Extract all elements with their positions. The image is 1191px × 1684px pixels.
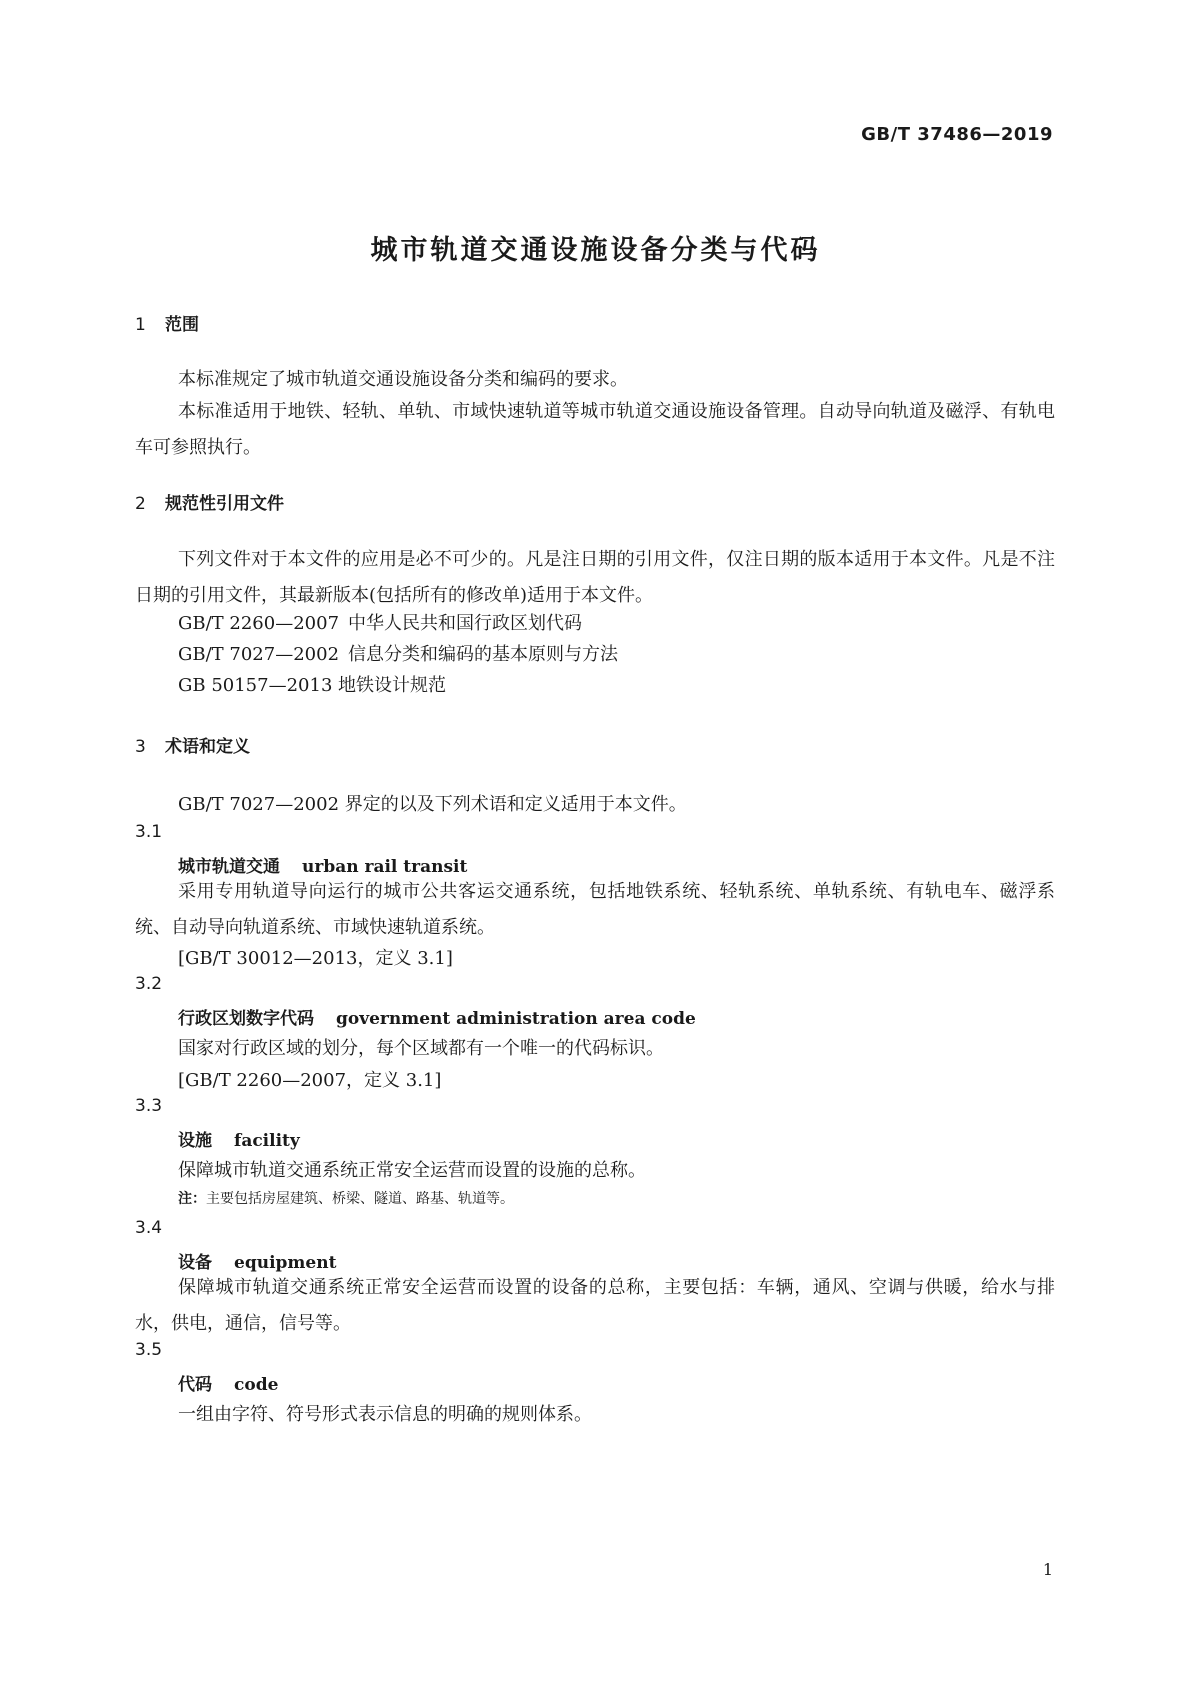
document-title: 城市轨道交通设施设备分类与代码	[370, 235, 821, 266]
section-title: 范围	[165, 315, 199, 335]
section-heading-scope	[135, 310, 199, 335]
term-zh: 设备	[178, 1253, 212, 1273]
reference-item	[178, 609, 582, 635]
term-zh: 设施	[178, 1131, 212, 1151]
note-label: 注：	[178, 1191, 206, 1207]
reference-title: 信息分类和编码的基本原则与方法	[348, 644, 618, 665]
reference-code: GB/T 7027—2002	[178, 644, 340, 665]
term-note	[178, 1188, 514, 1208]
reference-code: GB/T 2260—2007	[178, 613, 340, 634]
term-heading	[178, 1126, 300, 1151]
term-number: 3.2	[135, 974, 163, 994]
term-definition: 采用专用轨道导向运行的城市公共客运交通系统，包括地铁系统、轻轨系统、单轨系统、有轨电车、磁浮系统、自动导向轨道系统、市域快速轨道系统。	[135, 881, 1055, 938]
term-en: facility	[234, 1131, 300, 1151]
term-number: 3.4	[135, 1218, 163, 1238]
section-title: 规范性引用文件	[165, 494, 284, 514]
reference-code: GB 50157—2013	[178, 675, 333, 696]
section-number: 2	[135, 494, 146, 514]
term-source: [GB/T 2260—2007，定义 3.1]	[178, 1070, 442, 1091]
term-definition: 保障城市轨道交通系统正常安全运营而设置的设施的总称。	[178, 1160, 646, 1181]
paragraph: 本标准适用于地铁、轻轨、单轨、市域快速轨道等城市轨道交通设施设备管理。自动导向轨道及磁浮、有轨电车可参照执行。	[135, 401, 1055, 458]
term-definition: 保障城市轨道交通系统正常安全运营而设置的设备的总称，主要包括：车辆，通风、空调与供暖，给水与排水，供电，通信，信号等。	[135, 1277, 1055, 1334]
paragraph: 下列文件对于本文件的应用是必不可少的。凡是注日期的引用文件，仅注日期的版本适用于本文件。凡是不注日期的引用文件，其最新版本(包括所有的修改单)适用于本文件。	[135, 549, 1055, 606]
term-zh: 代码	[178, 1375, 212, 1395]
reference-title: 中华人民共和国行政区划代码	[348, 613, 582, 634]
term-definition: 国家对行政区域的划分，每个区域都有一个唯一的代码标识。	[178, 1038, 664, 1059]
term-en: equipment	[234, 1253, 337, 1273]
term-source: [GB/T 30012—2013，定义 3.1]	[178, 948, 453, 969]
term-number: 3.3	[135, 1096, 163, 1116]
reference-title: 地铁设计规范	[338, 675, 446, 696]
page-number: 1	[1042, 1560, 1053, 1579]
term-zh: 行政区划数字代码	[178, 1009, 314, 1029]
note-text: 主要包括房屋建筑、桥梁、隧道、路基、轨道等。	[206, 1191, 514, 1207]
reference-item	[178, 640, 618, 666]
paragraph: GB/T 7027—2002 界定的以及下列术语和定义适用于本文件。	[178, 794, 687, 815]
term-en: urban rail transit	[302, 857, 468, 877]
section-heading-normative-references	[135, 489, 284, 514]
paragraph: 本标准规定了城市轨道交通设施设备分类和编码的要求。	[178, 369, 628, 390]
term-en: code	[234, 1375, 279, 1395]
section-heading-terms	[135, 732, 250, 757]
term-number: 3.5	[135, 1340, 163, 1360]
term-heading	[178, 1370, 278, 1395]
term-definition: 一组由字符、符号形式表示信息的明确的规则体系。	[178, 1404, 592, 1425]
reference-item	[178, 671, 446, 697]
term-zh: 城市轨道交通	[178, 857, 280, 877]
term-heading	[178, 1004, 696, 1029]
section-number: 3	[135, 737, 146, 757]
section-number: 1	[135, 315, 146, 335]
section-title: 术语和定义	[165, 737, 250, 757]
term-en: government administration area code	[336, 1009, 696, 1029]
term-number: 3.1	[135, 822, 163, 842]
standard-code: GB/T 37486—2019	[861, 124, 1053, 145]
